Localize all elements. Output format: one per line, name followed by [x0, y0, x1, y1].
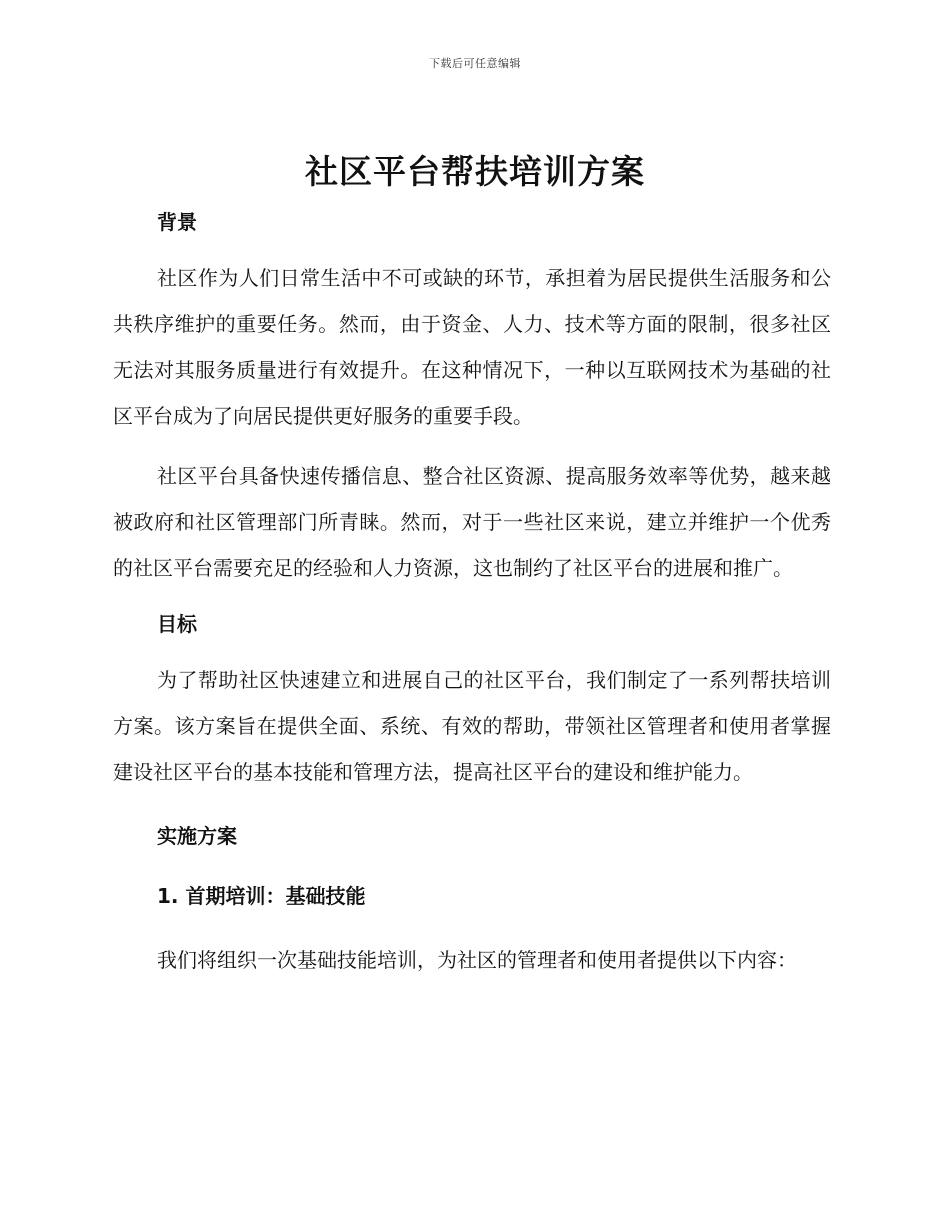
paragraph-goal-1: 为了帮助社区快速建立和进展自己的社区平台，我们制定了一系列帮扶培训方案。该方案旨在提供全面、系统、有效的帮助，带领社区管理者和使用者掌握建设社区平台的基本技能和管理方法，提高社区平台的建设和维护能力。: [113, 668, 831, 784]
section-heading-plan: 实施方案: [157, 824, 237, 848]
subsection-heading-step1: 1. 首期培训：基础技能: [157, 884, 366, 908]
paragraph-background-1: 社区作为人们日常生活中不可或缺的环节，承担着为居民提供生活服务和公共秩序维护的重要任务。然而，由于资金、人力、技术等方面的限制，很多社区无法对其服务质量进行有效提升。在这种情况下，一种以互联网技术为基础的社区平台成为了向居民提供更好服务的重要手段。: [113, 266, 831, 428]
header-note: 下载后可任意编辑: [429, 57, 521, 70]
document-title: 社区平台帮扶培训方案: [305, 152, 645, 191]
section-heading-goal: 目标: [157, 612, 197, 636]
paragraph-background-2: 社区平台具备快速传播信息、整合社区资源、提高服务效率等优势，越来越被政府和社区管理部门所青睐。然而，对于一些社区来说，建立并维护一个优秀的社区平台需要充足的经验和人力资源，这也制约了社区平台的进展和推广。: [113, 464, 831, 580]
section-heading-background: 背景: [157, 210, 197, 234]
paragraph-step1-1: 我们将组织一次基础技能培训，为社区的管理者和使用者提供以下内容：: [157, 948, 797, 972]
document-body: [113, 203, 831, 983]
